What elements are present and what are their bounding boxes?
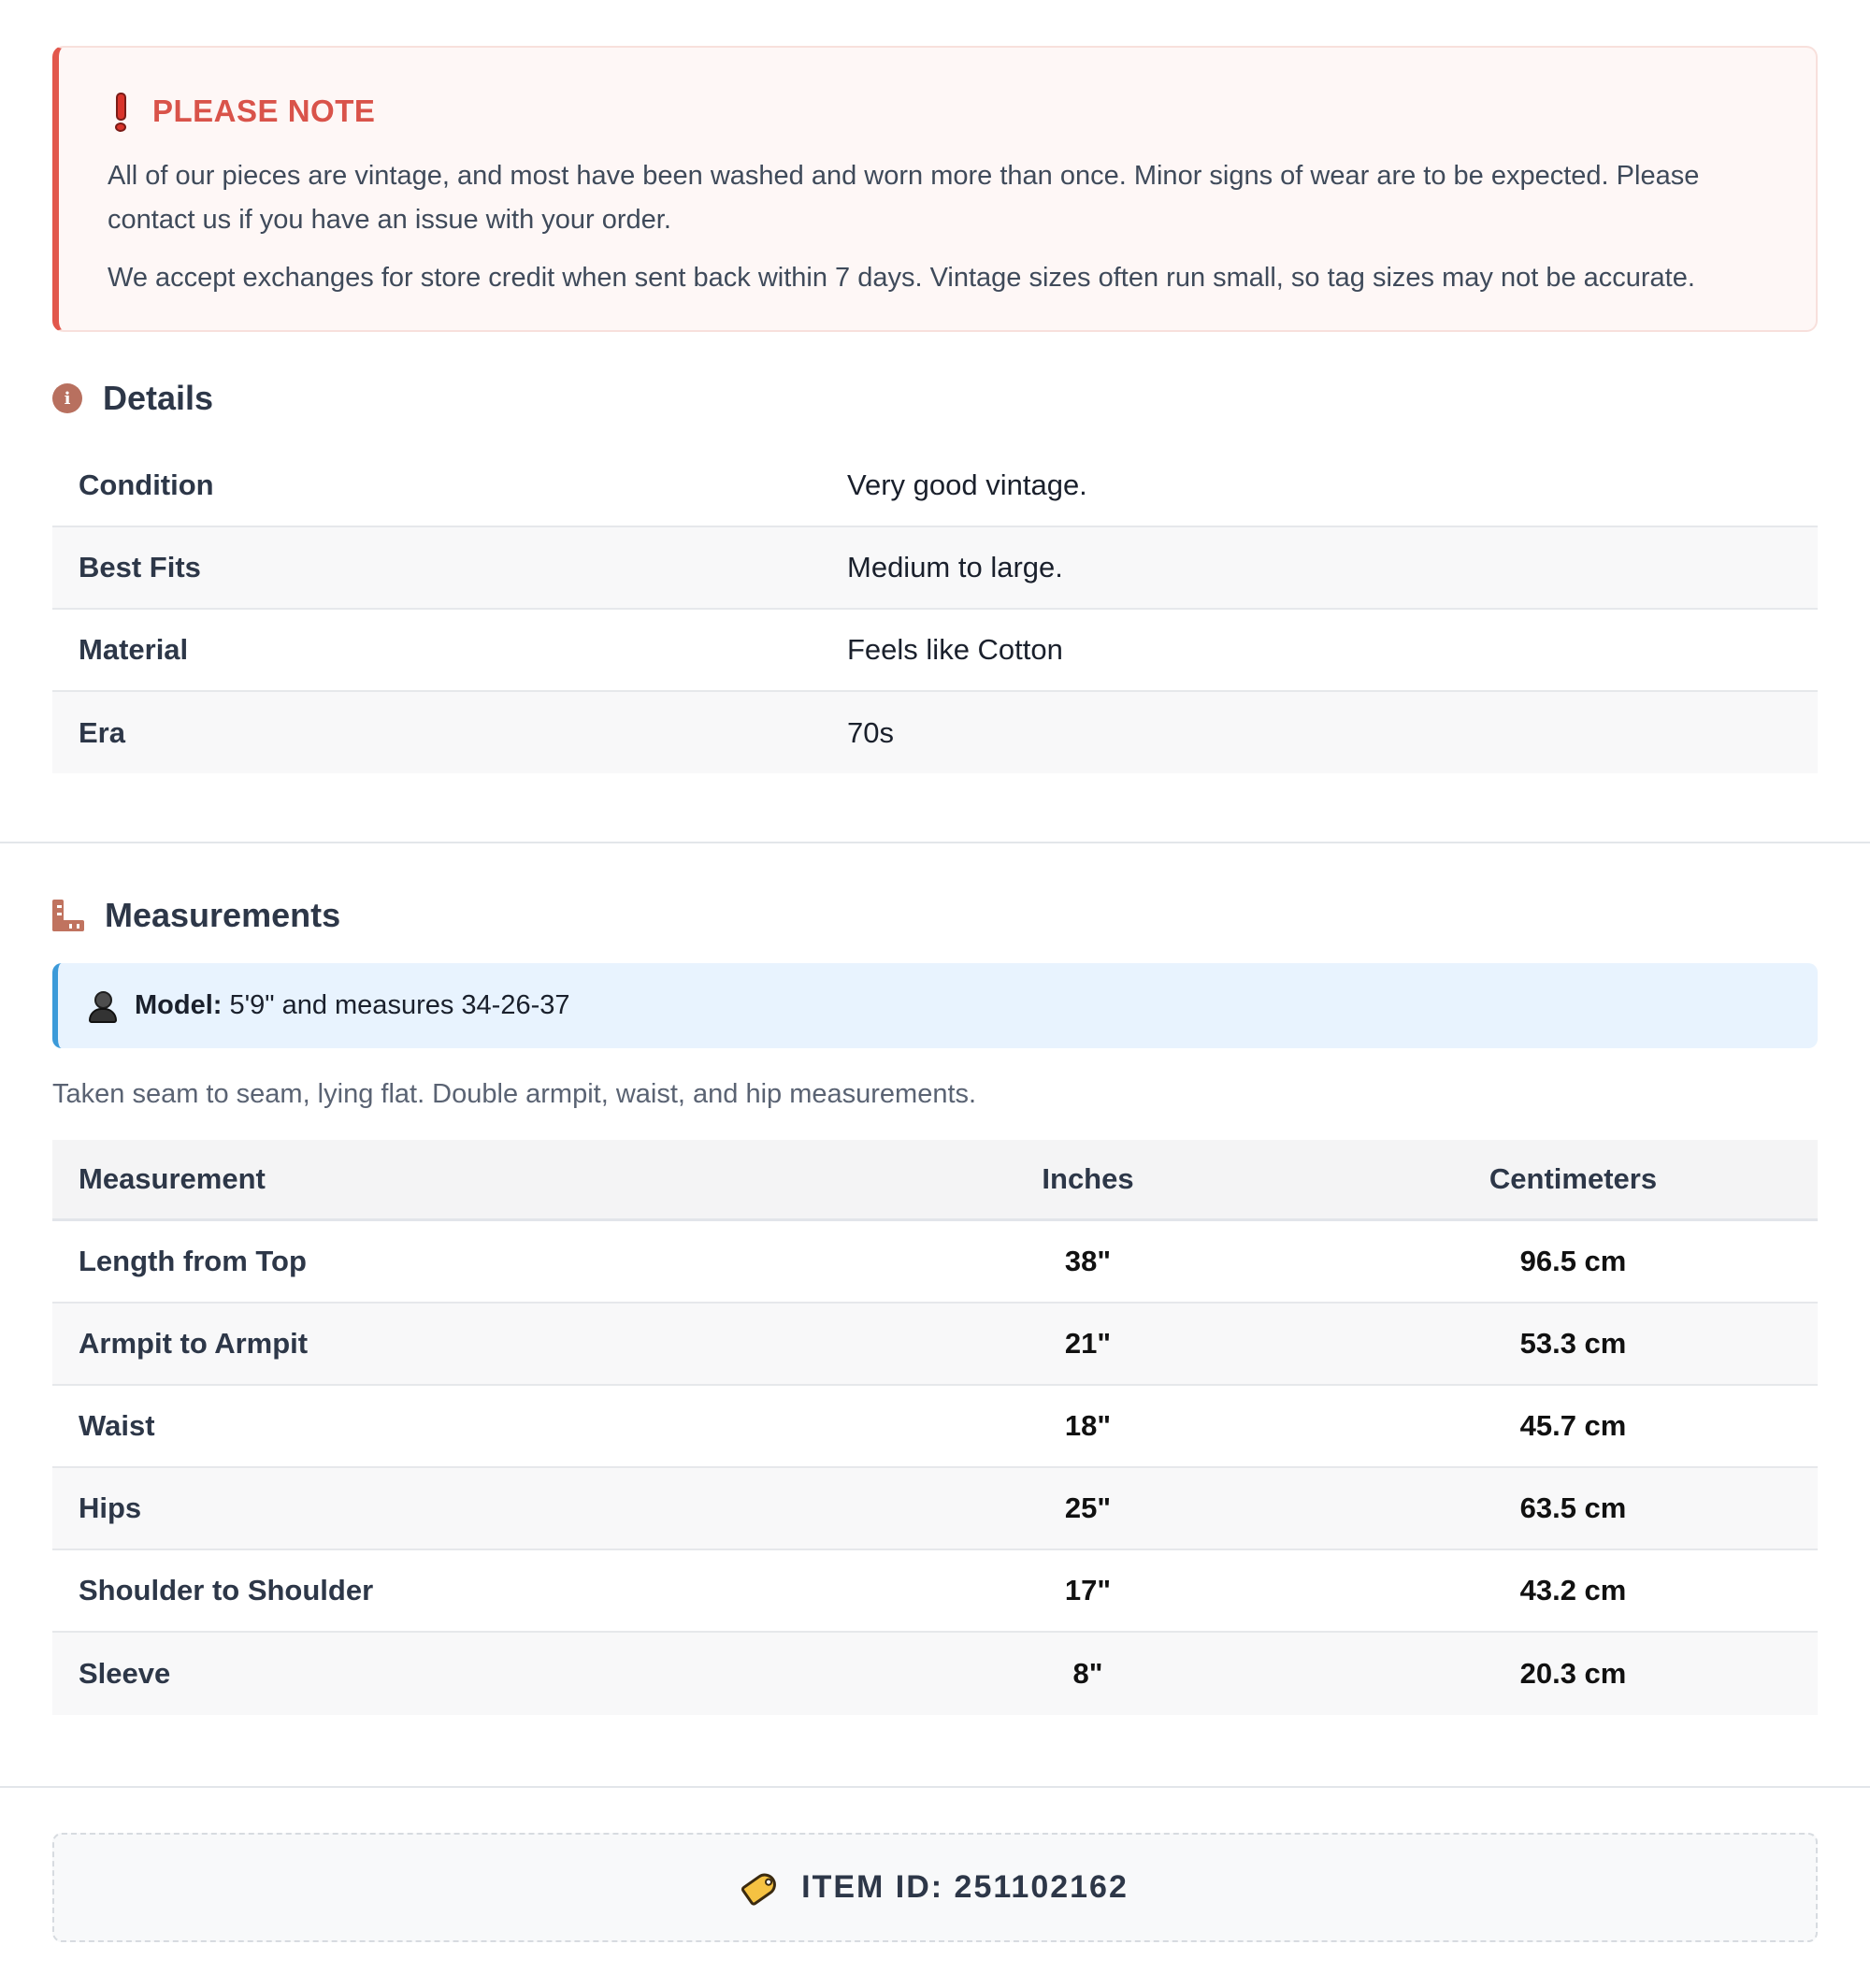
measurement-cm: 43.2 cm	[1519, 1574, 1627, 1606]
details-heading	[52, 379, 213, 418]
tag-icon	[734, 1862, 786, 1914]
table-header	[52, 1140, 1818, 1221]
info-icon: i	[52, 383, 82, 413]
details-label: Era	[79, 715, 125, 749]
model-info-box	[52, 963, 1818, 1048]
details-row	[52, 610, 1818, 692]
measurement-name: Length from Top	[79, 1245, 307, 1277]
details-heading-text: Details	[103, 379, 214, 417]
measurement-name: Armpit to Armpit	[79, 1327, 309, 1360]
measurement-cm: 53.3 cm	[1519, 1327, 1627, 1360]
person-icon	[88, 989, 118, 1023]
notice-paragraph-1: All of our pieces are vintage, and most have been washed and worn more than once. Minor signs of wear are to be expected. Please contact us if you have an issue with your order.	[108, 161, 1700, 235]
measurement-cm: 20.3 cm	[1519, 1657, 1627, 1690]
measurement-inches: 18"	[1064, 1409, 1112, 1442]
notice-paragraph-2: We accept exchanges for store credit when sent back within 7 days. Vintage sizes often run small, so tag sizes may not be accurate.	[108, 263, 1695, 293]
column-header-centimeters: Centimeters	[1489, 1162, 1658, 1195]
section-divider	[0, 842, 1870, 843]
table-row	[52, 1386, 1818, 1468]
exclamation-icon	[108, 91, 134, 132]
measurement-name: Waist	[79, 1409, 155, 1442]
measurement-inches: 38"	[1064, 1245, 1112, 1277]
model-label: Model:	[135, 990, 223, 1020]
details-label: Material	[79, 633, 189, 666]
details-value: Medium to large.	[847, 551, 1063, 583]
details-label: Best Fits	[79, 551, 201, 583]
table-row	[52, 1468, 1818, 1550]
model-text: 5'9" and measures 34-26-37	[229, 990, 570, 1020]
column-header-inches: Inches	[1042, 1162, 1134, 1195]
details-value: 70s	[847, 715, 894, 749]
item-id: ITEM ID: 251102162	[801, 1869, 1129, 1905]
measurement-inches: 8"	[1072, 1657, 1103, 1690]
table-row	[52, 1550, 1818, 1633]
measurements-heading-text: Measurements	[105, 896, 341, 934]
measurement-cm: 96.5 cm	[1519, 1245, 1627, 1277]
notice-box	[52, 46, 1818, 332]
details-row	[52, 527, 1818, 610]
details-row	[52, 692, 1818, 773]
details-row	[52, 445, 1818, 527]
table-row	[52, 1221, 1818, 1304]
notice-header	[108, 91, 375, 132]
measurement-inches: 25"	[1064, 1491, 1112, 1524]
measurement-inches: 17"	[1064, 1574, 1112, 1606]
details-table	[52, 445, 1818, 773]
section-divider	[0, 1786, 1870, 1788]
details-value: Feels like Cotton	[847, 633, 1063, 666]
measurements-table	[52, 1140, 1818, 1715]
details-value: Very good vintage.	[847, 468, 1087, 501]
measurement-cm: 45.7 cm	[1519, 1409, 1627, 1442]
table-row	[52, 1304, 1818, 1386]
ruler-icon	[52, 900, 84, 931]
item-id-box	[52, 1833, 1818, 1942]
measurement-name: Hips	[79, 1491, 142, 1524]
measurements-note: Taken seam to seam, lying flat. Double armpit, waist, and hip measurements.	[52, 1079, 977, 1109]
column-header-measurement: Measurement	[79, 1162, 266, 1195]
measurements-heading	[52, 896, 340, 935]
measurement-cm: 63.5 cm	[1519, 1491, 1627, 1524]
measurement-name: Sleeve	[79, 1657, 171, 1690]
measurement-inches: 21"	[1064, 1327, 1112, 1360]
table-row	[52, 1633, 1818, 1715]
measurement-name: Shoulder to Shoulder	[79, 1574, 374, 1606]
details-label: Condition	[79, 468, 214, 501]
notice-title: PLEASE NOTE	[152, 94, 376, 128]
